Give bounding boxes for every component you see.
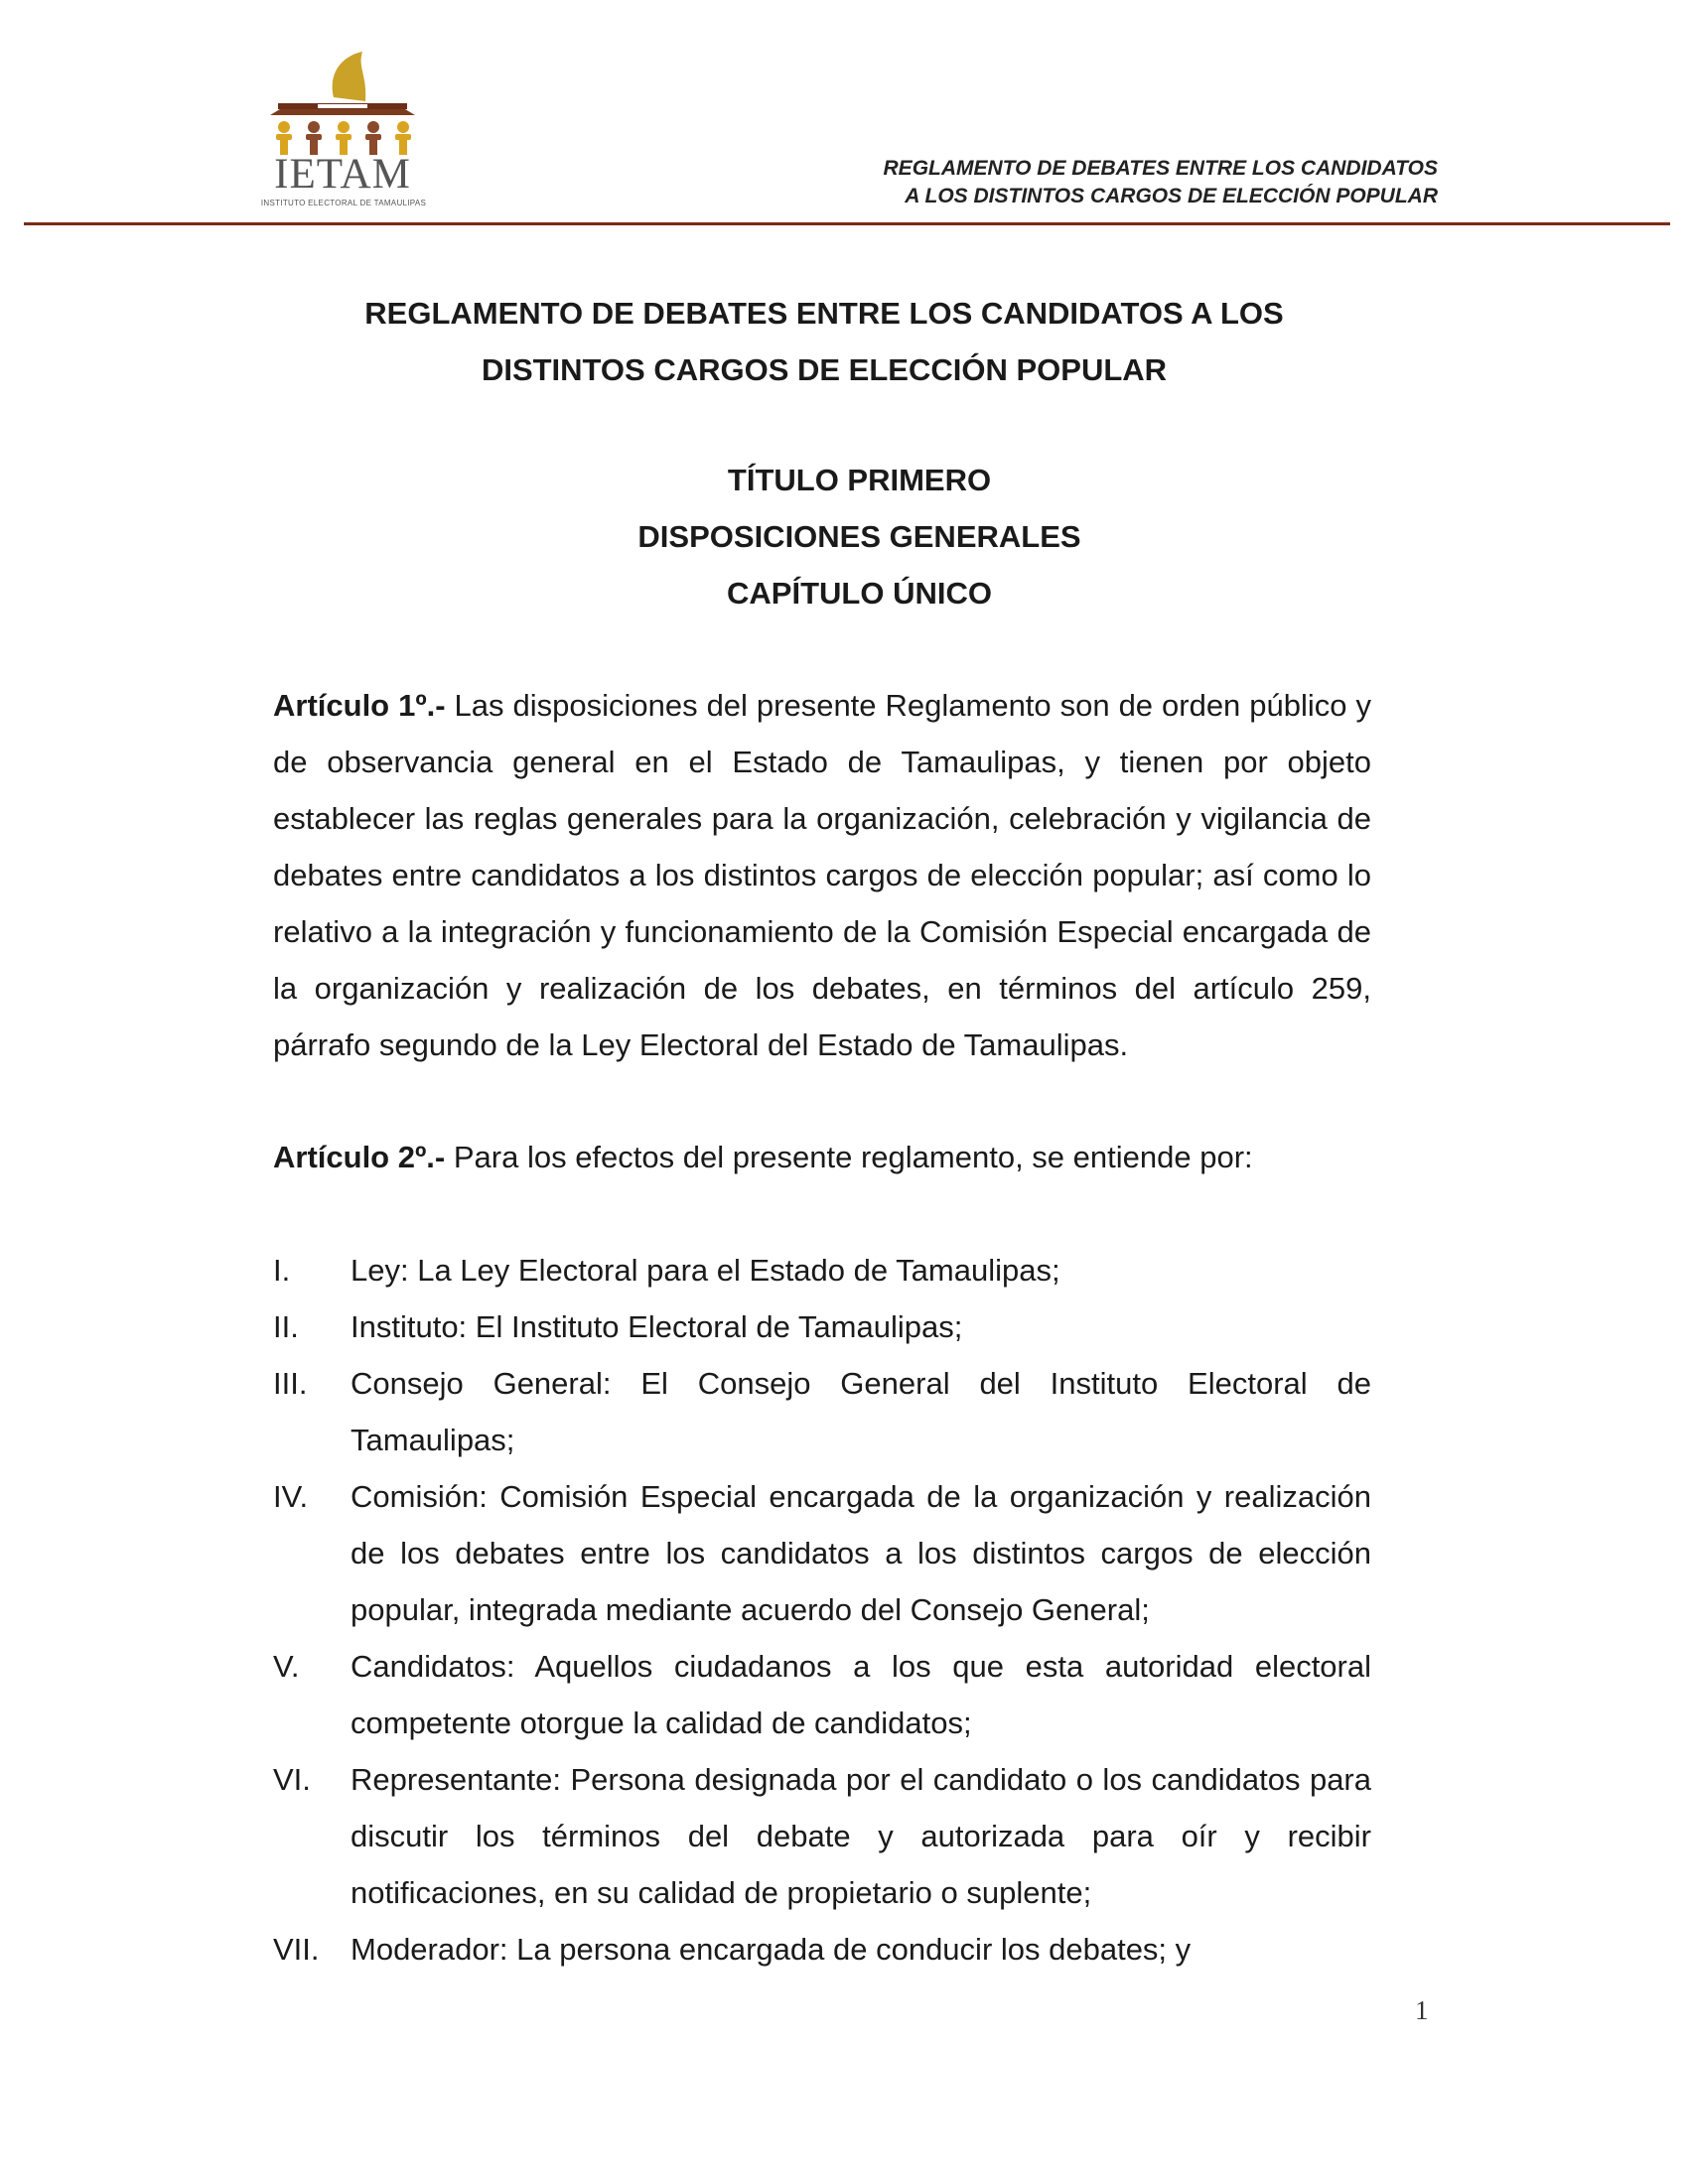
header-rule [24, 222, 1670, 225]
article-2-text: Para los efectos del presente reglamento, se entiende por: [453, 1140, 1253, 1174]
list-item-number: I. [273, 1253, 291, 1288]
list-item [273, 1751, 1371, 1921]
list-item-number: II. [273, 1309, 299, 1344]
chapter-heading: CAPÍTULO ÚNICO [727, 576, 992, 611]
logo-subtitle: INSTITUTO ELECTORAL DE TAMAULIPAS [260, 199, 427, 207]
list-item-number: VII. [273, 1932, 320, 1967]
section-headings [273, 452, 1446, 621]
list-item [273, 1242, 1371, 1298]
document-title-line-1: REGLAMENTO DE DEBATES ENTRE LOS CANDIDATOS A LOS [364, 296, 1284, 331]
article-2 [273, 1129, 1371, 1185]
list-item [273, 1355, 1371, 1468]
list-item-text: Candidatos: Aquellos ciudadanos a los que esta autoridad electoral competente otorgue la calidad de candidatos; [351, 1649, 1371, 1740]
list-item-text: Ley: La Ley Electoral para el Estado de Tamaulipas; [351, 1253, 1060, 1288]
article-1 [273, 677, 1371, 1073]
article-1-label: Artículo 1º.- [273, 688, 446, 723]
running-header [884, 155, 1438, 210]
title-heading: TÍTULO PRIMERO [727, 463, 992, 497]
list-item [273, 1298, 1371, 1355]
list-item [273, 1468, 1371, 1638]
article-1-text: Las disposiciones del presente Reglamento son de orden público y de observancia general en el Estado de Tamaulipas, y tienen por objeto establecer las reglas generales para la organización, celebración y vigilancia de debates entre candidatos a los distintos cargos de elección popular; así como lo relativo a la integración y funcionamiento de la Comisión Especial encargada de la organización y realización de los debates, en términos del artículo 259, párrafo segundo de la Ley Electoral del Estado de Tamaulipas. [273, 688, 1371, 1062]
page-number: 1 [1415, 1995, 1429, 2025]
definitions-list [273, 1242, 1371, 1978]
document-title-line-2: DISTINTOS CARGOS DE ELECCIÓN POPULAR [481, 352, 1168, 387]
list-item-text: Consejo General: El Consejo General del Instituto Electoral de Tamaulipas; [351, 1366, 1371, 1457]
article-2-label: Artículo 2º.- [273, 1140, 446, 1174]
ietam-logo [248, 50, 437, 218]
list-item-text: Moderador: La persona encargada de conducir los debates; y [351, 1932, 1192, 1967]
running-header-line-2: A LOS DISTINTOS CARGOS DE ELECCIÓN POPULAR [905, 185, 1438, 207]
document-title [273, 285, 1375, 398]
list-item-number: VI. [273, 1762, 311, 1797]
subtitle-heading: DISPOSICIONES GENERALES [637, 519, 1081, 554]
list-item-number: III. [273, 1366, 308, 1401]
list-item-text: Comisión: Comisión Especial encargada de la organización y realización de los debates entre los candidatos a los distintos cargos de elección popular, integrada mediante acuerdo del Consejo General; [351, 1479, 1371, 1627]
list-item-number: V. [273, 1649, 300, 1684]
list-item [273, 1638, 1371, 1751]
list-item [273, 1921, 1371, 1978]
logo-wordmark: IETAM [274, 151, 411, 198]
running-header-line-1: REGLAMENTO DE DEBATES ENTRE LOS CANDIDATOS [883, 157, 1438, 180]
list-item-text: Representante: Persona designada por el candidato o los candidatos para discutir los términos del debate y autorizada para oír y recibir notificaciones, en su calidad de propietario o suplente; [351, 1762, 1371, 1910]
list-item-number: IV. [273, 1479, 309, 1514]
list-item-text: Instituto: El Instituto Electoral de Tamaulipas; [351, 1309, 963, 1344]
